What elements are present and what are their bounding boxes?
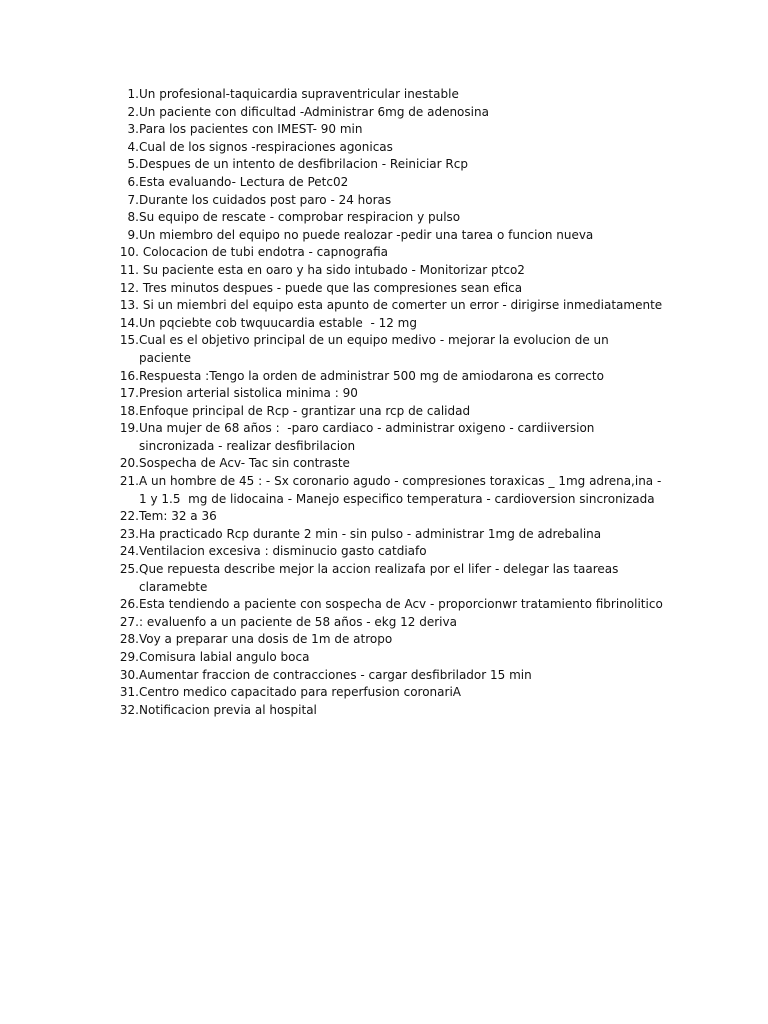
list-item [104,139,664,157]
list-item-number: 29. [119,650,139,664]
list-item-text: Esta tendiendo a paciente con sospecha de Acv - proporcionwr tratamiento fibrinolitico [139,597,663,612]
list-item-number: 1. [127,87,139,101]
list-item-text: Colocacion de tubi endotra - capnografia [139,245,388,260]
list-item-number: 27. [119,614,139,629]
list-item-number: 19. [119,421,139,436]
list-item-number: 11. [119,262,139,277]
list-item [104,262,664,280]
list-item-text: Su paciente esta en oaro y ha sido intubado - Monitorizar ptco2 [139,262,525,277]
list-item-number: 17. [119,386,139,401]
list-item-text: Sospecha de Acv- Tac sin contraste [139,456,350,471]
list-item-text: Enfoque principal de Rcp - grantizar una rcp de calidad [139,403,471,418]
list-item-text: Respuesta :Tengo la orden de administrar 500 mg de amiodarona es correcto [139,368,604,383]
list-item [104,86,664,104]
list-item-number: 23. [119,526,139,541]
list-item [104,368,664,386]
list-item [104,121,664,139]
list-item [104,315,664,333]
list-item [104,156,664,174]
list-item-text: Un paciente con dificultad -Administrar 6mg de adenosina [139,104,489,119]
list-item [104,244,664,262]
list-item-text: Una mujer de 68 años : -paro cardiaco - administrar oxigeno - cardiiversion sincronizada - realizar desfibrilacion [139,421,599,453]
list-item-number: 14. [119,315,139,330]
list-item-text: : evaluenfo a un paciente de 58 años - ekg 12 deriva [139,614,457,629]
list-item-number: 5. [127,157,139,172]
list-item [104,473,664,508]
list-item [104,543,664,561]
list-item-text: Ventilacion excesiva : disminucio gasto catdiafo [139,544,427,559]
numbered-list [104,86,664,719]
list-item-number: 31. [119,685,139,700]
list-item-number: 6. [127,174,139,189]
list-item-text: Un pqciebte cob twquucardia estable - 12 mg [139,315,417,330]
list-item [104,104,664,122]
list-item-number: 8. [127,210,139,225]
list-item-number: 16. [119,368,139,383]
list-item [104,596,664,614]
list-item-number: 22. [119,509,139,524]
list-item [104,420,664,455]
list-item-number: 32. [119,702,139,717]
list-item-text: Si un miembri del equipo esta apunto de comerter un error - dirigirse inmediatamente [139,298,663,313]
list-item-text: Ha practicado Rcp durante 2 min - sin pulso - administrar 1mg de adrebalina [139,526,602,541]
list-item [104,631,664,649]
list-item-number: 13. [119,298,139,313]
list-item [104,702,664,720]
list-item-text: Durante los cuidados post paro - 24 horas [139,192,392,207]
list-item [104,297,664,315]
list-item-text: A un hombre de 45 : - Sx coronario agudo - compresiones toraxicas _ 1mg adrena,ina - 1 y 1.5 mg de lidocaina - Manejo especifico temperatura - cardioversion sincronizada [139,474,666,506]
list-item-number: 24. [119,544,139,559]
list-item-number: 7. [127,192,139,207]
list-item-text: Centro medico capacitado para reperfusion coronariA [139,685,461,700]
list-item [104,526,664,544]
list-item-number: 26. [119,597,139,612]
list-item-number: 10. [119,245,139,260]
list-item [104,385,664,403]
list-item [104,561,664,596]
list-item-number: 25. [119,562,139,577]
list-item-text: Presion arterial sistolica minima : 90 [139,386,358,401]
list-item [104,174,664,192]
list-item [104,403,664,421]
list-item [104,209,664,227]
list-item-number: 9. [127,227,139,242]
list-item-number: 21. [119,474,139,489]
list-item-number: 4. [127,139,139,154]
list-item [104,332,664,367]
list-item [104,649,664,667]
list-item-text: Notificacion previa al hospital [139,702,317,717]
list-item-text: Esta evaluando- Lectura de Petc02 [139,174,349,189]
list-item-number: 15. [119,333,139,348]
list-item-number: 12. [119,280,139,295]
list-item-text: Comisura labial angulo boca [139,650,310,664]
list-item-text: Para los pacientes con IMEST- 90 min [139,122,363,137]
list-item [104,455,664,473]
list-item-text: Tres minutos despues - puede que las compresiones sean efica [139,280,523,295]
list-item [104,667,664,685]
list-item-text: Tem: 32 a 36 [139,509,217,524]
list-item [104,508,664,526]
list-item-text: Su equipo de rescate - comprobar respiracion y pulso [139,210,461,225]
list-item-number: 30. [119,667,139,682]
list-item-text: Voy a preparar una dosis de 1m de atropo [139,632,393,647]
list-item-number: 3. [127,122,139,137]
list-item-number: 28. [119,632,139,647]
list-item-text: Aumentar fraccion de contracciones - cargar desfibrilador 15 min [139,667,532,682]
list-item-text: Cual es el objetivo principal de un equipo medivo - mejorar la evolucion de un paciente [139,333,613,365]
list-item [104,192,664,210]
list-item [104,280,664,298]
list-item-number: 2. [127,104,139,119]
list-item-text: Despues de un intento de desfibrilacion - Reiniciar Rcp [139,157,468,172]
list-item [104,684,664,702]
list-item [104,614,664,632]
list-item-number: 18. [119,403,139,418]
list-item-number: 20. [119,456,139,471]
list-item-text: Cual de los signos -respiraciones agonicas [139,139,393,154]
list-item [104,227,664,245]
list-item-text: Un miembro del equipo no puede realozar -pedir una tarea o funcion nueva [139,227,594,242]
list-item-text: Un profesional-taquicardia supraventricular inestable [139,87,459,101]
list-item-text: Que repuesta describe mejor la accion realizafa por el lifer - delegar las taareas claramebte [139,562,623,594]
